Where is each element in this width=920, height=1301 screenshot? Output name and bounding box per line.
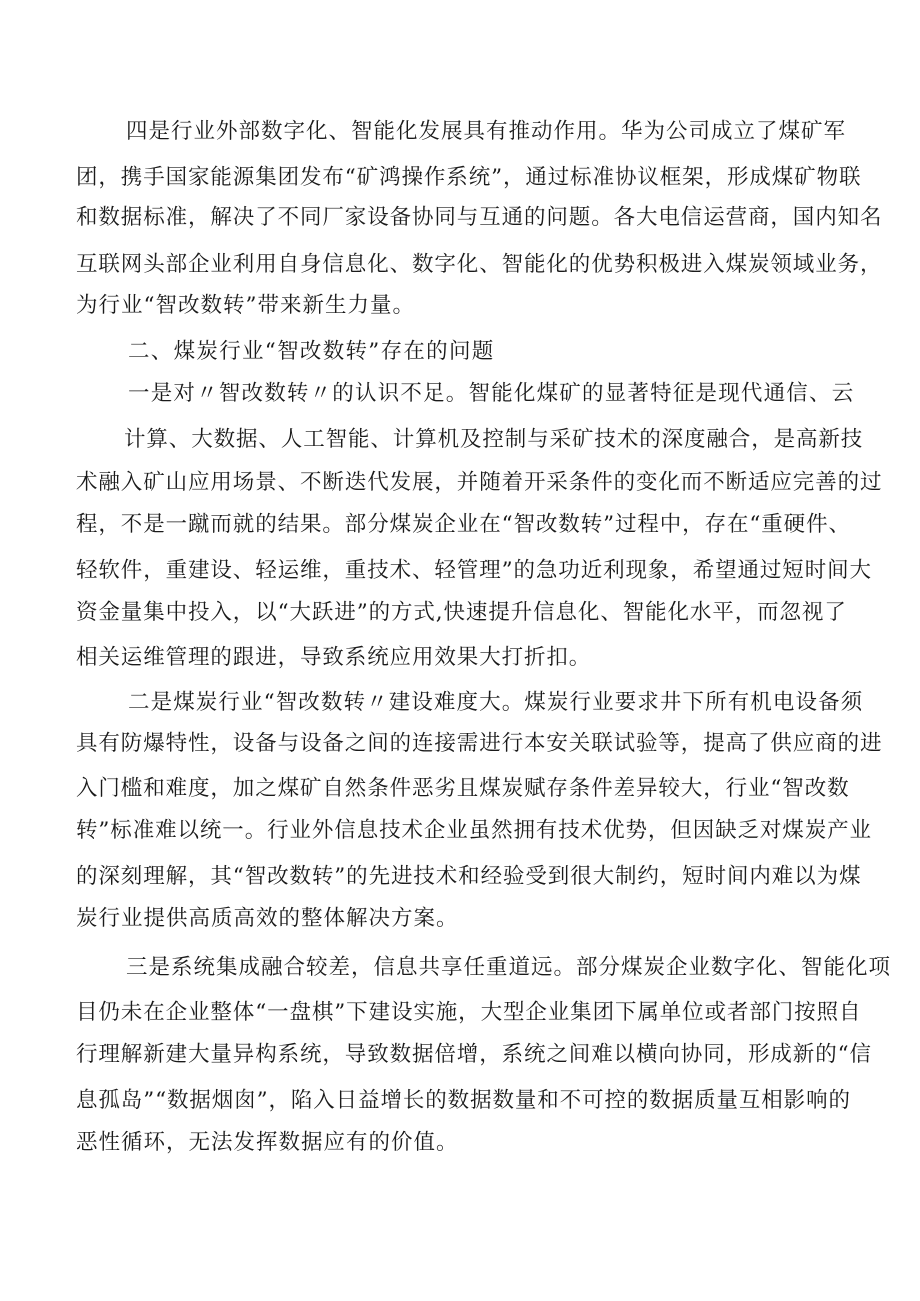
- paragraph-line: 术融入矿山应用场景、不断迭代发展，并随着开采条件的变化而不断适应完善的过: [76, 470, 883, 495]
- paragraph-line: 三是系统集成融合较差，信息共享任重道远。部分煤炭企业数字化、智能化项: [126, 955, 892, 980]
- paragraph-line: 二是煤炭行业“智改数转〃建设难度大。煤炭行业要求井下所有机电设备须: [128, 690, 864, 715]
- section-heading: 二、煤炭行业“智改数转”存在的问题: [128, 339, 495, 364]
- paragraph-line: 转”标准难以统一。行业外信息技术企业虽然拥有技术优势，但因缺乏对煤炭产业: [76, 818, 872, 843]
- paragraph-line: 的深刻理解，其“智改数转”的先进技术和经验受到很大制约，短时间内难以为煤: [76, 864, 862, 889]
- paragraph-line: 互联网头部企业利用自身信息化、数字化、智能化的优势积极进入煤炭领域业务，: [76, 252, 883, 277]
- paragraph-line: 四是行业外部数字化、智能化发展具有推动作用。华为公司成立了煤矿军: [126, 119, 847, 144]
- paragraph-line: 团，携手国家能源集团发布“矿鸿操作系统”，通过标准协议框架，形成煤矿物联: [76, 165, 862, 190]
- paragraph-line: 行理解新建大量异构系统，导致数据倍增，系统之间难以横向协同，形成新的“信: [76, 1042, 872, 1067]
- paragraph-line: 和数据标准，解决了不同厂家设备协同与互通的问题。各大电信运营商，国内知名: [76, 205, 883, 230]
- paragraph-line: 息孤岛”“数据烟囱”，陷入日益增长的数据数量和不可控的数据质量互相影响的: [76, 1088, 851, 1113]
- paragraph-line: 一是对〃智改数转〃的认识不足。智能化煤矿的显著特征是现代通信、云: [128, 381, 855, 406]
- paragraph-line: 轻软件，重建设、轻运维，重技术、轻管理”的急功近利现象，希望通过短时间大: [76, 558, 872, 583]
- paragraph-line: 恶性循环，无法发挥数据应有的价值。: [76, 1130, 459, 1155]
- paragraph-line: 资金量集中投入，以“大跃进”的方式,快速提升信息化、智能化水平，而忽视了: [76, 600, 847, 625]
- paragraph-line: 炭行业提供高质高效的整体解决方案。: [76, 906, 459, 931]
- paragraph-line: 程，不是一蹴而就的结果。部分煤炭企业在“智改数转”过程中，存在“重硬件、: [76, 512, 851, 537]
- paragraph-line: 相关运维管理的跟进，导致系统应用效果大打折扣。: [76, 645, 592, 670]
- paragraph-line: 入门槛和难度，加之煤矿自然条件恶劣且煤炭赋存条件差异较大，行业“智改数: [76, 776, 850, 801]
- paragraph-line: 目仍未在企业整体“一盘棋”下建设实施，大型企业集团下属单位或者部门按照自: [76, 1000, 862, 1025]
- paragraph-line: 计算、大数据、人工智能、计算机及控制与采矿技术的深度融合，是高新技: [124, 427, 864, 452]
- paragraph-line: 具有防爆特性，设备与设备之间的连接需进行本安关联试验等，提高了供应商的进: [76, 731, 883, 756]
- paragraph-line: 为行业“智改数转”带来新生力量。: [76, 293, 415, 318]
